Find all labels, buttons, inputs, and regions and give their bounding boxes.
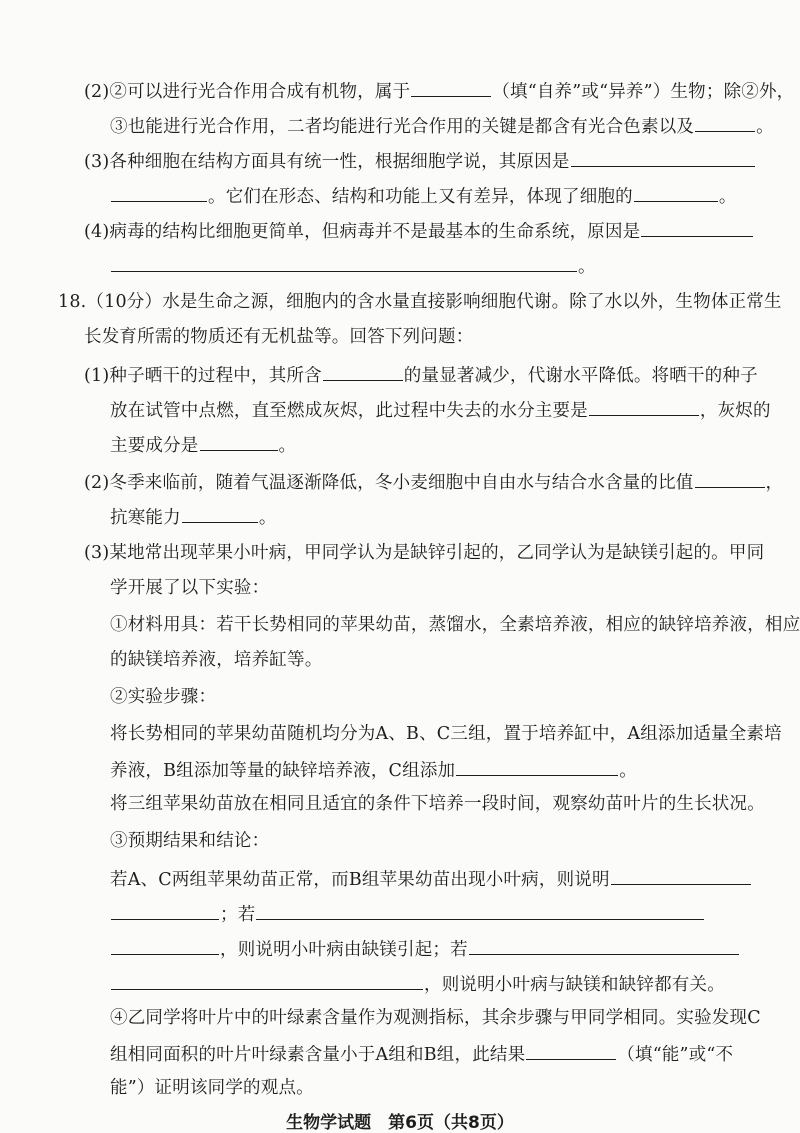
text: ，则说明小叶病由缺镁引起；若 (220, 940, 468, 960)
answer-blank[interactable] (641, 218, 753, 237)
steps-line2 (110, 757, 637, 783)
answer-blank[interactable] (111, 901, 219, 920)
text: 。 (578, 257, 596, 277)
materials-line1: ①材料用具：若干长势相同的苹果幼苗，蒸馏水，全素培养液，相应的缺锌培养液，相应 (110, 615, 800, 635)
answer-blank[interactable] (411, 78, 491, 97)
text: ，灰烬的 (699, 401, 771, 421)
answer-blank[interactable] (611, 866, 751, 885)
q18-part1-line3 (110, 432, 296, 458)
materials-line2: 的缺镁培养液，培养缸等。 (110, 650, 323, 670)
answer-blank[interactable] (323, 362, 403, 381)
text: 。 (278, 436, 297, 456)
q18-part3-line2: 学开展了以下实验： (110, 578, 270, 598)
text: 的量显著减少，代谢水平降低。将晒干的种子 (403, 366, 758, 386)
text: 养液，B组添加等量的缺锌培养液，C组添加 (110, 761, 456, 781)
text: 若A、C两组苹果幼苗正常，而B组苹果幼苗出现小叶病，则说明 (110, 870, 610, 890)
text: （填“能”或“不 (617, 1045, 734, 1065)
answer-blank[interactable] (111, 253, 577, 272)
answer-blank[interactable] (526, 1041, 616, 1060)
q18-part2-line2 (110, 504, 277, 530)
text: 。 (258, 508, 277, 528)
answer-blank[interactable] (111, 936, 219, 955)
answer-blank[interactable] (456, 757, 618, 776)
answer-blank[interactable] (589, 397, 699, 416)
answer-blank[interactable] (634, 183, 718, 202)
results-line1 (110, 866, 752, 892)
results-line3 (110, 936, 740, 962)
answer-blank[interactable] (571, 148, 755, 167)
answer-blank[interactable] (200, 432, 278, 451)
extra-line2 (110, 1041, 733, 1067)
q18-part2-line1 (84, 469, 783, 495)
text: ；若 (220, 905, 256, 925)
text: (2)冬季来临前，随着气温逐渐降低，冬小麦细胞中自由水与结合水含量的比值 (84, 473, 694, 493)
answer-blank[interactable] (182, 504, 258, 523)
answer-blank[interactable] (256, 901, 704, 920)
text: ，则说明小叶病与缺镁和缺锌都有关。 (424, 975, 725, 995)
text: 组相同面积的叶片叶绿素含量小于A组和B组，此结果 (110, 1045, 526, 1065)
text: 放在试管中点燃，直至燃成灰烬，此过程中失去的水分主要是 (110, 401, 588, 421)
page-footer: 生物学试题 第6页（共8页） (286, 1113, 514, 1133)
text: (4)病毒的结构比细胞更简单，但病毒并不是最基本的生命系统，原因是 (84, 222, 641, 242)
q18-part3-line1: (3)某地常出现苹果小叶病，甲同学认为是缺锌引起的，乙同学认为是缺镁引起的。甲同 (84, 543, 765, 563)
q18-intro-line1: 18.（10分）水是生命之源，细胞内的含水量直接影响细胞代谢。除了水以外，生物体正常生 (58, 292, 782, 312)
text: ， (765, 473, 784, 493)
text: 。 (619, 761, 637, 781)
answer-blank[interactable] (111, 183, 207, 202)
text: 主要成分是 (110, 436, 199, 456)
text: 。它们在形态、结构和功能上又有差异，体现了细胞的 (208, 187, 633, 207)
text: 。 (718, 187, 737, 207)
q18-intro-line2: 长发育所需的物质还有无机盐等。回答下列问题： (84, 327, 474, 347)
text: 。 (756, 117, 774, 137)
steps-title: ②实验步骤： (110, 687, 217, 707)
extra-line1: ④乙同学将叶片中的叶绿素含量作为观测指标，其余步骤与甲同学相同。实验发现C (110, 1008, 761, 1028)
text: (3)各种细胞在结构方面具有统一性，根据细胞学说，其原因是 (84, 152, 570, 172)
q17-part4-line1 (84, 218, 754, 244)
q18-part1-line2 (110, 397, 771, 423)
results-line2 (110, 901, 705, 927)
steps-line1: 将长势相同的苹果幼苗随机均分为A、B、C三组，置于培养缸中，A组添加适量全素培 (110, 724, 782, 744)
q17-part3-line1 (84, 148, 756, 174)
results-line4 (110, 971, 725, 997)
results-title: ③预期结果和结论： (110, 831, 270, 851)
answer-blank[interactable] (111, 971, 423, 990)
q17-part2-line1 (84, 78, 794, 104)
q17-part3-line2 (110, 183, 737, 209)
answer-blank[interactable] (695, 113, 755, 132)
extra-line3: 能”）证明该同学的观点。 (110, 1078, 314, 1098)
text: (1)种子晒干的过程中，其所含 (84, 366, 322, 386)
text: 抗寒能力 (110, 508, 181, 528)
text: (2)②可以进行光合作用合成有机物，属于 (84, 82, 411, 102)
answer-blank[interactable] (469, 936, 739, 955)
text: ③也能进行光合作用，二者均能进行光合作用的关键是都含有光合色素以及 (110, 117, 695, 137)
q18-part1-line1 (84, 362, 758, 388)
text: （填“自养”或“异养”）生物；除②外， (492, 82, 795, 102)
answer-blank[interactable] (695, 469, 765, 488)
q17-part2-line2 (110, 113, 774, 139)
q17-part4-line2 (110, 253, 596, 279)
steps-line3: 将三组苹果幼苗放在相同且适宜的条件下培养一段时间，观察幼苗叶片的生长状况。 (110, 794, 765, 814)
